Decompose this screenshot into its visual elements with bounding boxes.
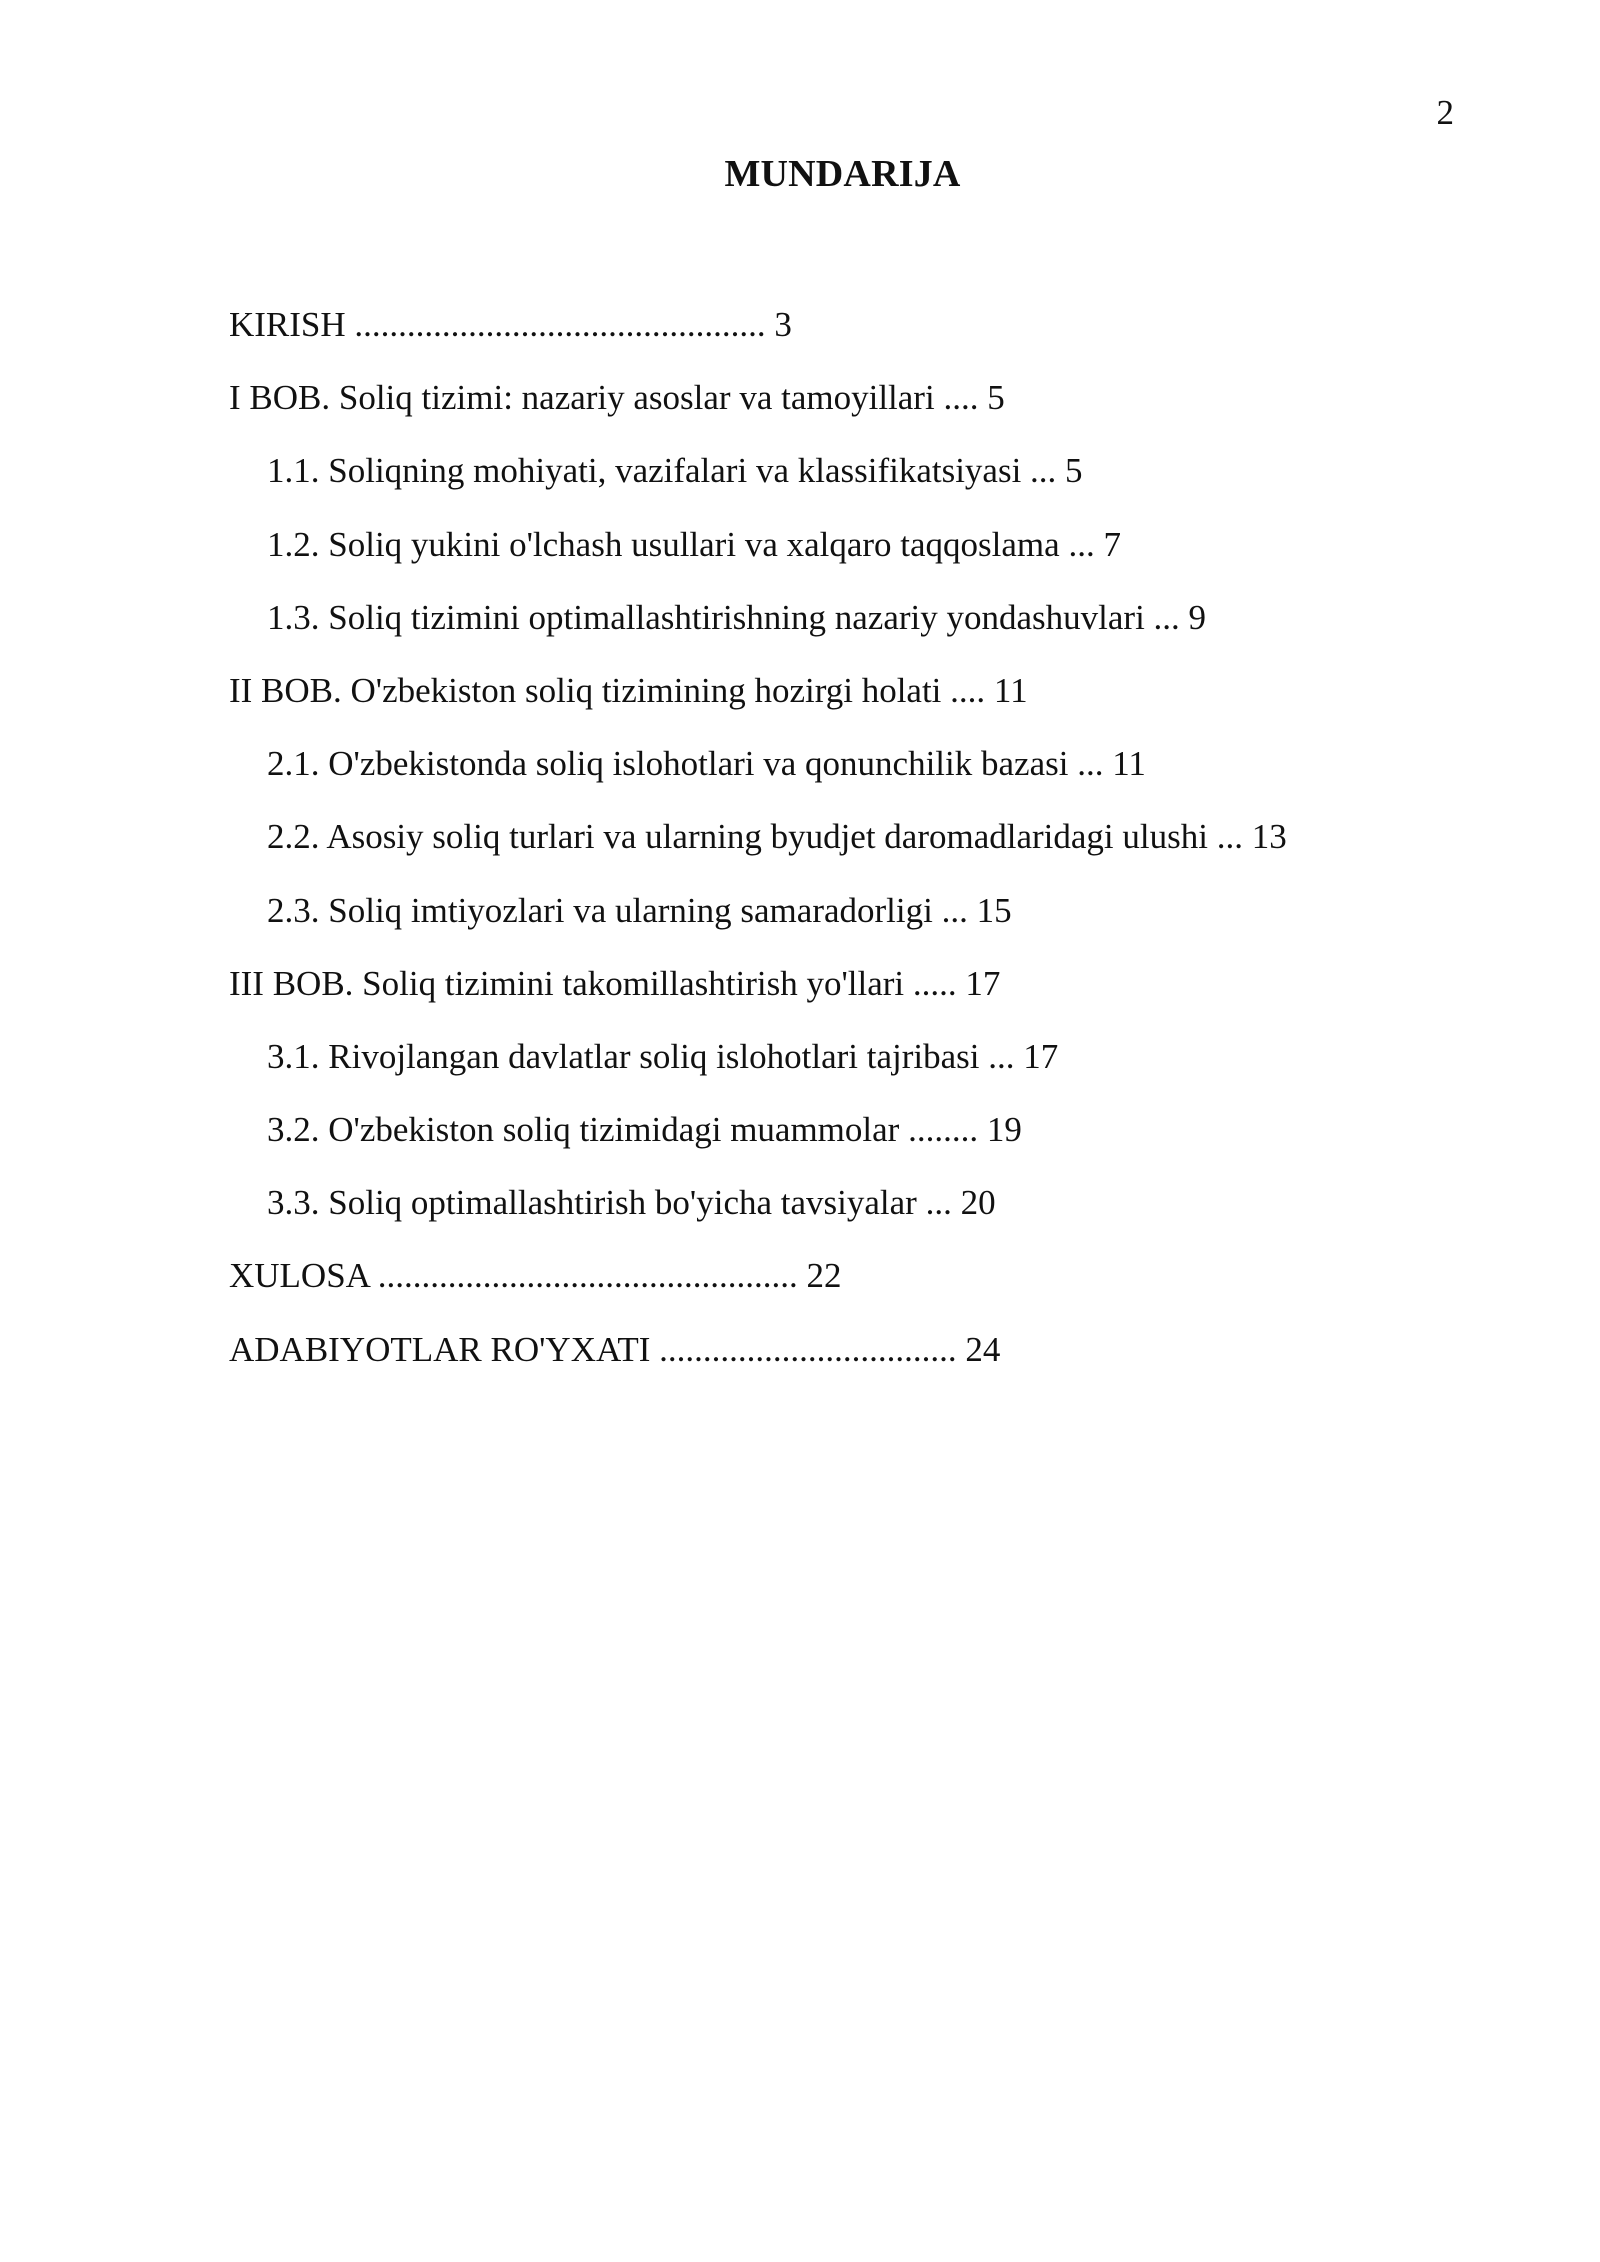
toc-item-1-1[interactable]: 1.1. Soliqning mohiyati, vazifalari va klassifikatsiyasi ... 5 — [267, 451, 1083, 491]
toc-item-3-1[interactable]: 3.1. Rivojlangan davlatlar soliq islohotlari tajribasi ... 17 — [267, 1036, 1059, 1076]
page-number: 2 — [1436, 93, 1454, 132]
toc-item-kirish[interactable]: KIRISH ............................................... 3 — [229, 305, 792, 344]
toc-item-chapter-1[interactable]: I BOB. Soliq tizimi: nazariy asoslar va tamoyillari .... 5 — [229, 378, 1005, 418]
table-of-contents — [229, 305, 1429, 1403]
toc-item-3-2[interactable]: 3.2. O'zbekiston soliq tizimidagi muammolar ........ 19 — [267, 1110, 1022, 1150]
toc-item-1-3[interactable]: 1.3. Soliq tizimini optimallashtirishning nazariy yondashuvlari ... 9 — [267, 597, 1207, 637]
toc-item-2-2[interactable]: 2.2. Asosiy soliq turlari va ularning byudjet daromadlaridagi ulushi ... 13 — [267, 817, 1287, 857]
toc-item-chapter-3[interactable]: III BOB. Soliq tizimini takomillashtirish yo'llari ..... 17 — [229, 963, 1001, 1003]
toc-item-xulosa[interactable]: XULOSA ................................................ 22 — [229, 1256, 842, 1296]
toc-item-3-3[interactable]: 3.3. Soliq optimallashtirish bo'yicha tavsiyalar ... 20 — [267, 1183, 996, 1223]
toc-item-chapter-2[interactable]: II BOB. O'zbekiston soliq tizimining hozirgi holati .... 11 — [229, 670, 1028, 710]
toc-item-2-3[interactable]: 2.3. Soliq imtiyozlari va ularning samaradorligi ... 15 — [267, 890, 1012, 930]
toc-item-adabiyotlar[interactable]: ADABIYOTLAR RO'YXATI .................................. 24 — [229, 1329, 1001, 1369]
page-title: MUNDARIJA — [724, 153, 961, 195]
toc-item-1-2[interactable]: 1.2. Soliq yukini o'lchash usullari va xalqaro taqqoslama ... 7 — [267, 524, 1121, 564]
toc-item-2-1[interactable]: 2.1. O'zbekistonda soliq islohotlari va qonunchilik bazasi ... 11 — [267, 744, 1146, 784]
